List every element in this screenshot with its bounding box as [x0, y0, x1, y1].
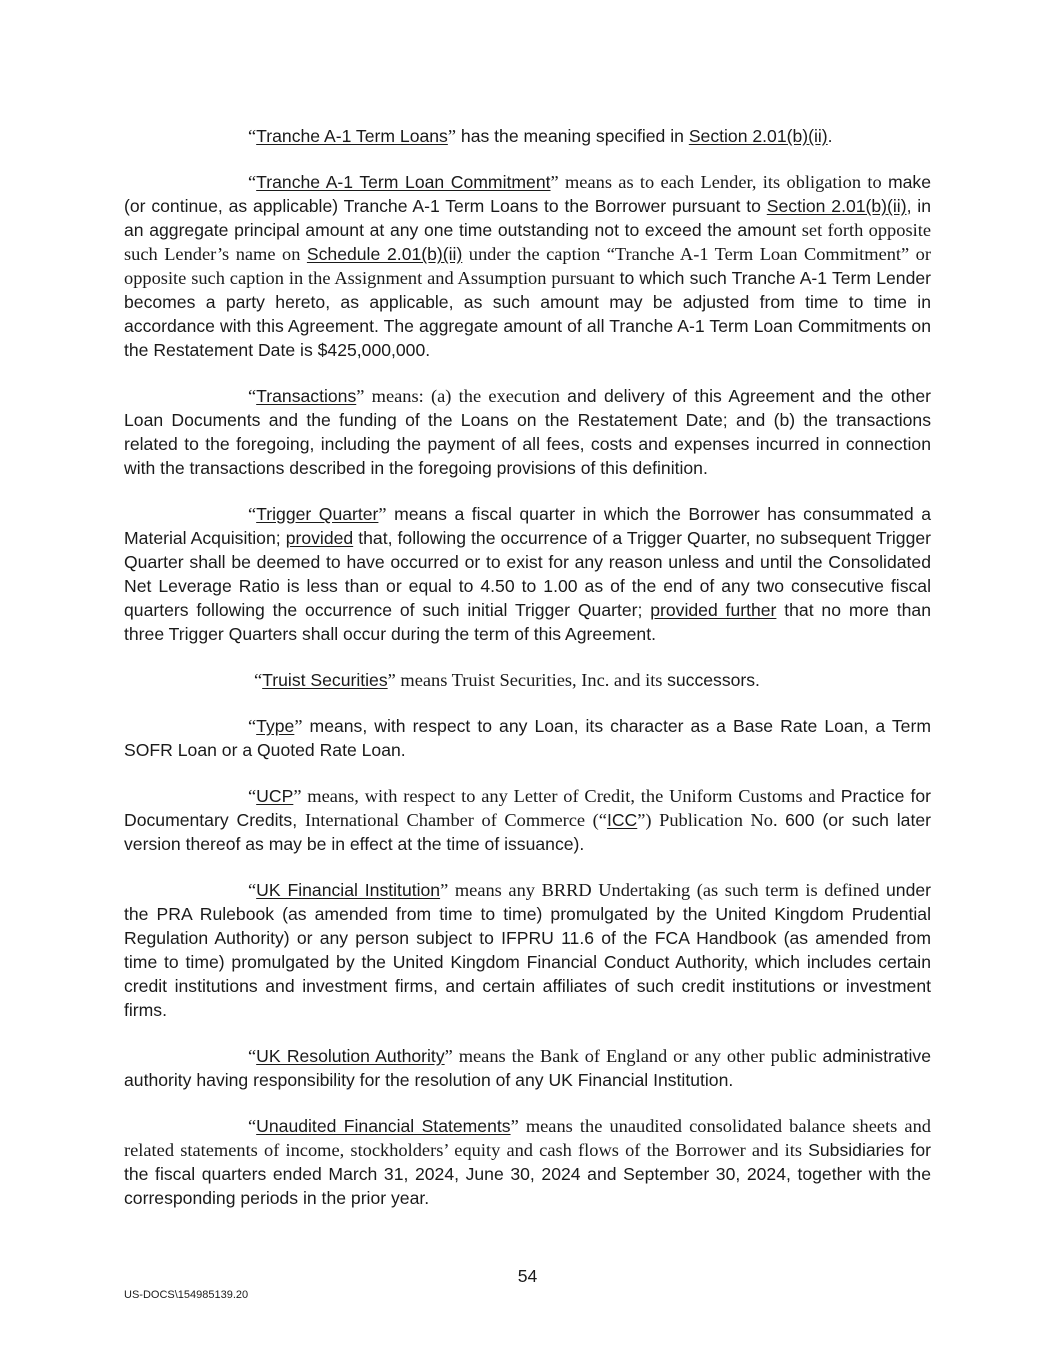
- definition-text: Subsidiaries for the fiscal quarters ended March 31, 2024, June 30, 2024 and September 30, 2024, together with the corresponding periods in the prior year.: [124, 1140, 931, 1208]
- close-quote: ”: [444, 1046, 453, 1066]
- open-quote: “: [254, 670, 263, 690]
- open-quote: “: [248, 880, 257, 900]
- definition-text: that no more than three Trigger Quarters shall occur during the term of this Agreement.: [124, 600, 931, 644]
- definition-paragraph: [124, 714, 931, 762]
- definition-text: and delivery of this Agreement and the other Loan Documents and the funding of the Loans on the Restatement Date; and (b) the transactions related to the foregoing, including the payment of all fees, costs and expenses incurred in connection with the transactions described in the foregoing provisions of this definition.: [124, 386, 931, 478]
- defined-term: Transactions: [256, 386, 357, 406]
- close-quote: ”: [294, 716, 303, 736]
- definition-text: that, following the occurrence of a Trigger Quarter, no subsequent Trigger Quarter shall be deemed to have occurred or to exist for any reason unless and until the Consolidated Net Leverage Ratio is less than or equal to 4.50 to 1.00 as of the end of any two consecutive fiscal quarters following the occurrence of such initial Trigger Quarter;: [124, 528, 932, 620]
- definition-text: .: [827, 126, 833, 146]
- cross-reference: Schedule 2.01(b)(ii): [306, 244, 463, 264]
- definition-text: International Chamber of Commerce (“: [304, 810, 607, 830]
- close-quote: ”: [447, 126, 457, 146]
- definition-paragraph: [124, 170, 931, 362]
- defined-term: Tranche A-1 Term Loans: [256, 126, 448, 146]
- definition-paragraph: [124, 784, 931, 856]
- defined-term: Unaudited Financial Statements: [256, 1116, 511, 1136]
- definition-text: means as to each Lender, its obligation to: [558, 172, 888, 192]
- open-quote: “: [248, 386, 257, 406]
- open-quote: “: [248, 126, 257, 146]
- definition-text: means a fiscal quarter in which the Borrower has consummated a Material Acquisition;: [124, 504, 931, 548]
- definition-text: Practice for Documentary Credits,: [124, 786, 931, 830]
- cross-reference: provided further: [650, 600, 777, 620]
- close-quote: ”: [356, 386, 365, 406]
- definition-paragraph: [124, 668, 931, 692]
- definition-text: 600 (or such later version thereof as may be in effect at the time of issuance).: [124, 810, 931, 854]
- definition-text: ”) Publication No.: [637, 810, 786, 830]
- defined-term: Trigger Quarter: [256, 504, 379, 524]
- definition-text: to which such Tranche A-1 Term Lender becomes a party hereto, as applicable, as such amount may be adjusted from time to time in accordance with this Agreement. The aggregate amount of all Tranche A-1 Term Loan Commitments on the Restatement Date is $425,000,000.: [124, 268, 931, 360]
- definition-text: means: (a) the execution: [364, 386, 568, 406]
- definition-paragraph: [124, 124, 931, 148]
- open-quote: “: [248, 172, 257, 192]
- close-quote: ”: [510, 1116, 519, 1136]
- definition-text: , in an aggregate principal amount at any one time outstanding not to exceed the amount: [124, 196, 931, 240]
- open-quote: “: [248, 716, 257, 736]
- definition-text: means, with respect to any Loan, its character as a Base Rate Loan, a Term SOFR Loan or a Quoted Rate Loan.: [124, 716, 931, 760]
- defined-term: UK Resolution Authority: [256, 1046, 445, 1066]
- definition-text: under the caption “Tranche A-1 Term Loan Commitment” or opposite such caption in the Assignment and Assumption pursuant: [124, 244, 931, 288]
- close-quote: ”: [440, 880, 449, 900]
- definition-text: means the unaudited consolidated balance sheets and related statements of income, stockholders’ equity and cash flows of the Borrower and its: [124, 1116, 931, 1160]
- cross-reference: Section 2.01(b)(ii): [766, 196, 907, 216]
- definition-text: administrative authority having responsibility for the resolution of any UK Financial Institution.: [124, 1046, 932, 1090]
- definition-text: under the PRA Rulebook (as amended from time to time) promulgated by the United Kingdom Prudential Regulation Authority) or any person subject to IFPRU 11.6 of the FCA Handbook (as amended from time to time) promulgated by the United Kingdom Financial Conduct Authority, which includes certain credit institutions and investment firms, and certain affiliates of such credit institutions or investment firms.: [124, 880, 931, 1020]
- page-number: 54: [517, 1266, 538, 1286]
- defined-term: UK Financial Institution: [256, 880, 441, 900]
- definition-text: has the meaning specified in: [456, 126, 689, 146]
- document-id: US-DOCS\154985139.20: [124, 1289, 249, 1301]
- cross-reference: Section 2.01(b)(ii): [688, 126, 828, 146]
- definition-text: means the Bank of England or any other public: [452, 1046, 823, 1066]
- definition-paragraph: [124, 878, 931, 1022]
- cross-reference: provided: [285, 528, 354, 548]
- open-quote: “: [248, 786, 257, 806]
- definition-text: means any BRRD Undertaking (as such term is defined: [448, 880, 886, 900]
- open-quote: “: [248, 1116, 257, 1136]
- cross-reference: ICC: [606, 810, 638, 830]
- definition-paragraph: [124, 1114, 931, 1210]
- definition-text: successors.: [667, 670, 760, 690]
- definition-text: set forth opposite such Lender’s name on: [124, 220, 931, 264]
- page-body: [124, 124, 931, 1232]
- open-quote: “: [248, 504, 257, 524]
- open-quote: “: [248, 1046, 257, 1066]
- definition-paragraph: [124, 1044, 931, 1092]
- defined-term: Truist Securities: [262, 670, 388, 690]
- defined-term: Tranche A-1 Term Loan Commitment: [256, 172, 551, 192]
- definition-text: means Truist Securities, Inc. and its: [395, 670, 668, 690]
- close-quote: ”: [550, 172, 559, 192]
- close-quote: ”: [378, 504, 387, 524]
- close-quote: ”: [387, 670, 396, 690]
- close-quote: ”: [293, 786, 302, 806]
- defined-term: Type: [256, 716, 295, 736]
- definition-text: means, with respect to any Letter of Credit, the Uniform Customs and: [301, 786, 841, 806]
- defined-term: UCP: [256, 786, 294, 806]
- definition-paragraph: [124, 384, 931, 480]
- definition-paragraph: [124, 502, 931, 646]
- definition-text: make (or continue, as applicable) Tranche A-1 Term Loans to the Borrower pursuant to: [124, 172, 931, 216]
